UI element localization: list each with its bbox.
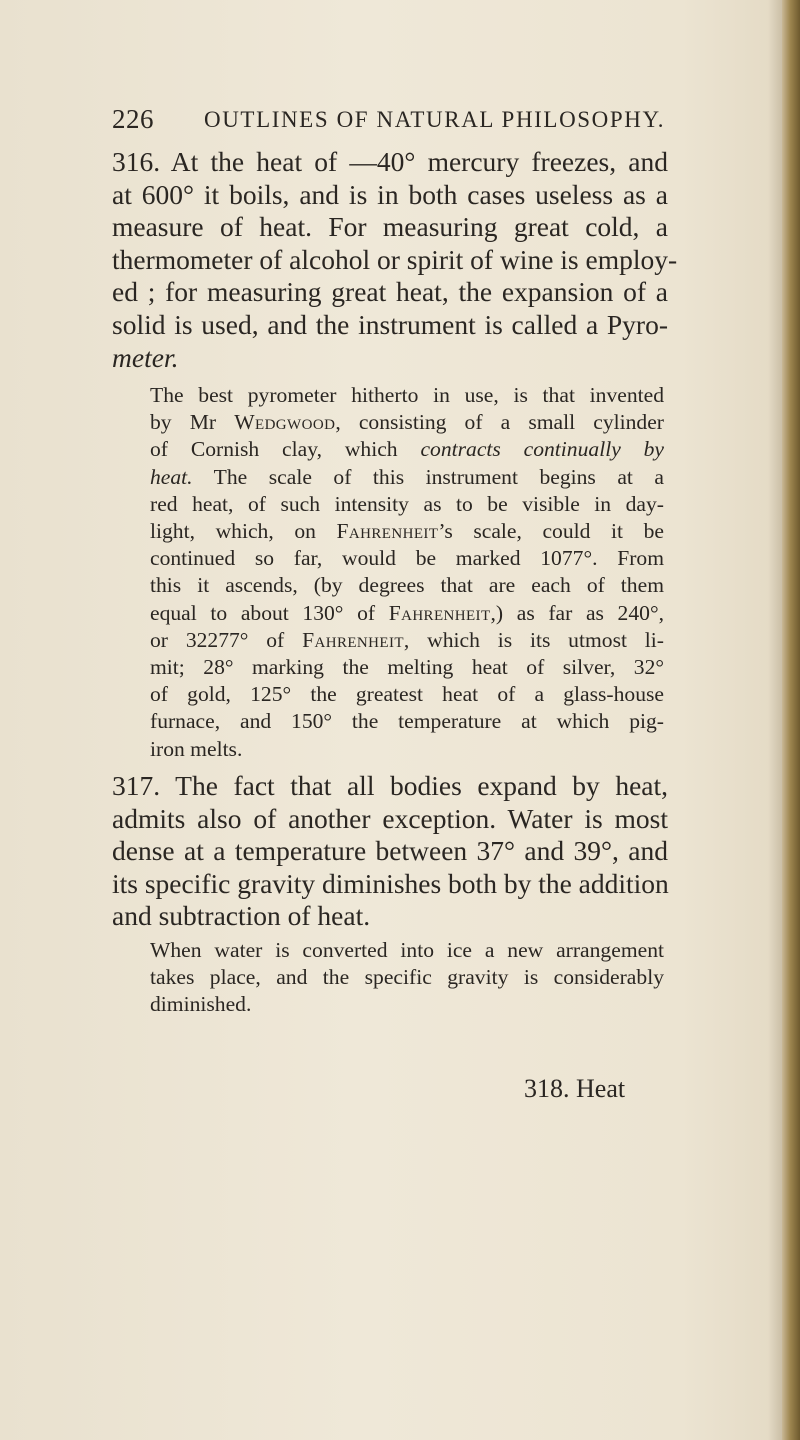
running-head: OUTLINES OF NATURAL PHILOSOPHY. xyxy=(204,107,666,132)
text-line xyxy=(150,627,664,654)
page-edge-shadow xyxy=(768,0,782,1440)
text-line: mit; 28° marking the melting heat of silver, 32° xyxy=(150,655,664,680)
text-line: ed ; for measuring great heat, the expansion of a xyxy=(112,276,668,308)
text-run: of Cornish clay, which xyxy=(150,437,421,462)
text-line: 316. At the heat of —40° mercury freezes, and xyxy=(112,146,668,177)
text-run: by Mr xyxy=(150,410,235,435)
text-run: or 32277° of xyxy=(150,627,303,652)
text-line: thermometer of alcohol or spirit of wine is employ- xyxy=(112,243,678,275)
text-line: admits also of another exception. Water is most xyxy=(112,802,668,834)
text-run: , consisting of a small cylinder xyxy=(335,410,664,435)
text-line xyxy=(150,436,664,463)
text-line: red heat, of such intensity as to be visible in day- xyxy=(150,491,664,516)
book-edge xyxy=(782,0,800,1440)
text-line: The best pyrometer hitherto in use, is that invented xyxy=(150,383,664,407)
italic-run: contracts continually by xyxy=(420,437,664,462)
person-name: Wedgwood xyxy=(234,410,336,435)
text-line: of gold, 125° the greatest heat of a glass-house xyxy=(150,682,664,707)
text-run: ’s scale, could it be xyxy=(438,519,664,544)
text-line: measure of heat. For measuring great cold, a xyxy=(112,211,668,243)
text-line: diminished. xyxy=(150,992,252,1017)
text-run: ,) as far as 240°, xyxy=(490,600,664,625)
text-run: light, which, on xyxy=(150,519,337,544)
page-header xyxy=(112,100,672,140)
person-name: Fahrenheit xyxy=(336,519,439,544)
text-line xyxy=(150,518,664,545)
text-line: iron melts. xyxy=(150,736,243,761)
text-line xyxy=(150,409,664,436)
text-line: its specific gravity diminishes both by the addition xyxy=(112,867,669,899)
note-317 xyxy=(150,937,664,1019)
text-run: , which is its utmost li- xyxy=(403,627,664,652)
italic-run: heat. xyxy=(150,464,193,489)
text-line: When water is converted into ice a new arrangement xyxy=(150,938,664,962)
text-line: solid is used, and the instrument is called a Pyro- xyxy=(112,308,668,340)
text-run: equal to about 130° of xyxy=(150,600,389,625)
page-number: 226 xyxy=(112,104,154,134)
text-line: this it ascends, (by degrees that are each of them xyxy=(150,573,664,598)
person-name: Fahrenheit xyxy=(302,627,404,652)
person-name: Fahrenheit xyxy=(388,600,491,625)
paragraph-317 xyxy=(112,770,668,933)
paragraph-316 xyxy=(112,146,678,374)
text-line: 317. The fact that all bodies expand by heat, xyxy=(112,770,668,801)
text-line xyxy=(150,600,664,627)
text-line: meter. xyxy=(112,341,179,373)
text-line: continued so far, would be marked 1077°. From xyxy=(150,546,664,571)
text-line: and subtraction of heat. xyxy=(112,900,371,932)
text-line xyxy=(150,464,664,491)
text-line: at 600° it boils, and is in both cases useless as a xyxy=(112,178,668,210)
text-line: takes place, and the specific gravity is considerably xyxy=(150,965,664,990)
catchword: 318. Heat xyxy=(524,1074,626,1103)
note-316 xyxy=(150,382,664,763)
text-run: The scale of this instrument begins at a xyxy=(192,464,664,489)
text-line: dense at a temperature between 37° and 39°, and xyxy=(112,835,668,867)
text-line: furnace, and 150° the temperature at which pig- xyxy=(150,709,664,734)
